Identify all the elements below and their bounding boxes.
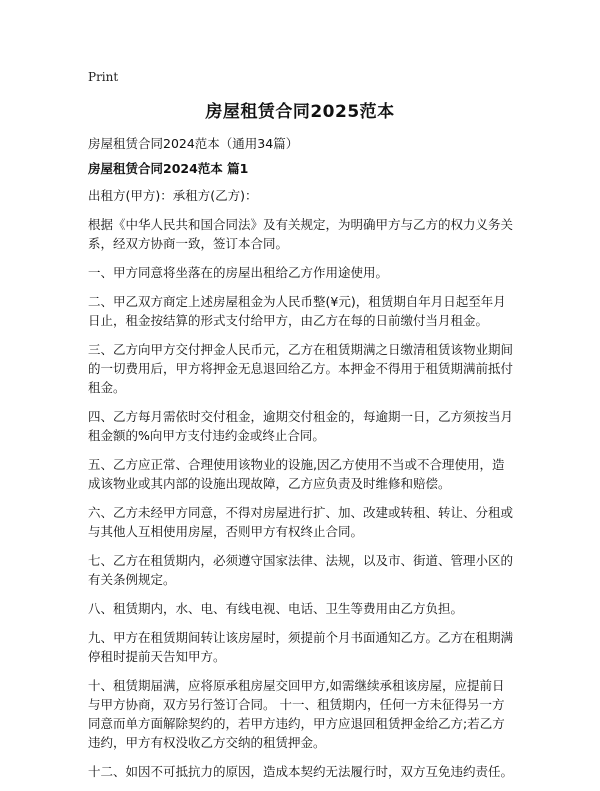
- page-title: 房屋租赁合同2025范本: [205, 102, 395, 122]
- contract-body: [88, 186, 516, 791]
- clause-9: 九、甲方在租赁期间转让该房屋时，须提前个月书面通知乙方。乙方在租期满停租时提前天告知甲方。: [88, 630, 514, 664]
- parties-line: 出租方(甲方)：承租方(乙方)：: [88, 188, 258, 203]
- section-heading: 房屋租赁合同2024范本 篇1: [88, 161, 249, 176]
- clause-1: 一、甲方同意将坐落在的房屋出租给乙方作用途使用。: [88, 265, 389, 280]
- print-link[interactable]: Print: [88, 70, 119, 84]
- clause-3: 三、乙方向甲方交付押金人民币元，乙方在租赁期满之日缴清租赁该物业期间的一切费用后，甲方将押金无息退回给乙方。本押金不得用于租赁期满前抵付租金。: [88, 342, 514, 395]
- clause-6: 六、乙方未经甲方同意，不得对房屋进行扩、加、改建或转租、转让、分租或与其他人互相使用房屋，否则甲方有权终止合同。: [88, 505, 514, 539]
- clause-8: 八、租赁期内，水、电、有线电视、电话、卫生等费用由乙方负担。: [88, 601, 464, 616]
- clause-10-11: 十、租赁期届满，应将原承租房屋交回甲方,如需继续承租该房屋，应提前日与甲方协商，双方另行签订合同。 十一、租赁期内，任何一方未征得另一方同意而单方面解除契约的，若甲方违约，甲方应退回租赁押金给乙方;若乙方违约，甲方有权没收乙方交纳的租赁押金。: [88, 678, 505, 750]
- document-subtitle: 房屋租赁合同2024范本（通用34篇）: [88, 136, 299, 151]
- clause-4: 四、乙方每月需依时交付租金，逾期交付租金的，每逾期一日，乙方须按当月租金额的%向甲方支付违约金或终止合同。: [88, 409, 514, 443]
- clause-12: 十二、如因不可抵抗力的原因，造成本契约无法履行时，双方互免违约责任。: [88, 764, 514, 779]
- clause-2: 二、甲乙双方商定上述房屋租金为人民币整(¥元)，租赁期自年月日起至年月日止，租金按结算的形式支付给甲方，由乙方在每的日前缴付当月租金。: [88, 294, 506, 328]
- clause-7: 七、乙方在租赁期内，必须遵守国家法律、法规，以及市、街道、管理小区的有关条例规定。: [88, 553, 514, 587]
- clause-5: 五、乙方应正常、合理使用该物业的设施,因乙方使用不当或不合理使用，造成该物业或其内部的设施出现故障，乙方应负责及时维修和赔偿。: [88, 457, 505, 491]
- preamble-paragraph: 根据《中华人民共和国合同法》及有关规定，为明确甲方与乙方的权力义务关系，经双方协商一致，签订本合同。: [88, 217, 514, 251]
